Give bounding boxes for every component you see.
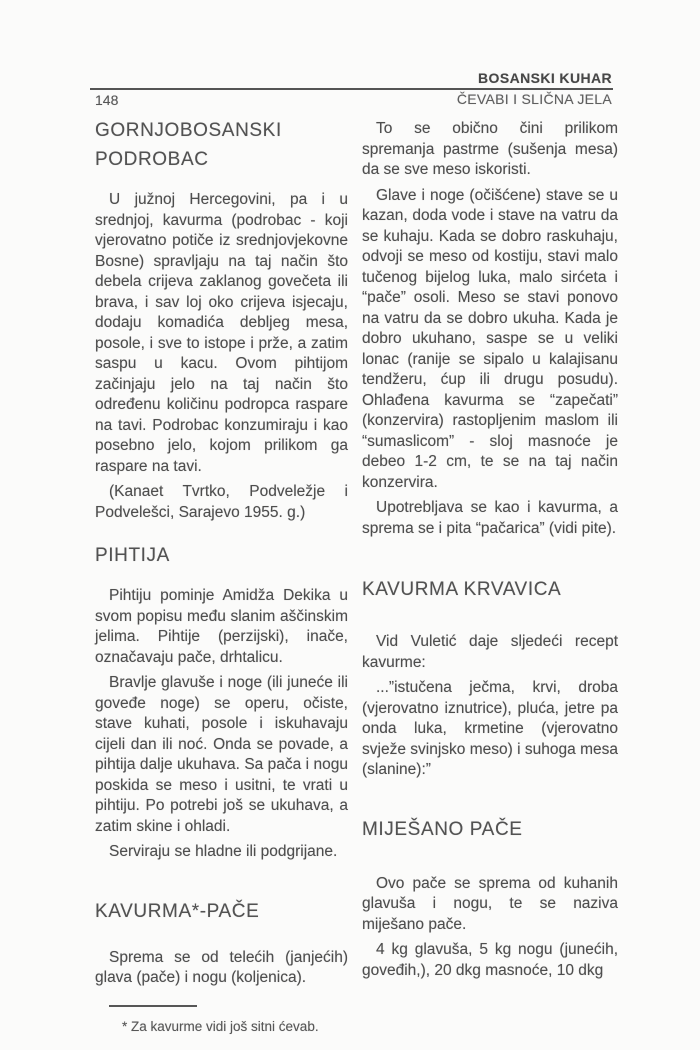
heading-gornjobosanski-podrobac: GORNJOBOSANSKI PODROBAC bbox=[95, 120, 282, 170]
heading-mijesano-pace: MIJEŠANO PAČE bbox=[362, 818, 523, 840]
heading-kavurma-pace: KAVURMA*-PAČE bbox=[95, 900, 260, 922]
paragraph-pihtija-recipe: Bravlje glavuše i noge (ili juneće ili goveđe noge) se operu, očiste, stave kuhati, posole i iskuhavaju cijeli dan ili noć. Onda se povade, a pihtija dalje ukuhava. Sa pača i nogu poskida se meso i usitni, te vrati u pihtiju. Po potrebi još se ukuhava, a zatim skine i ohladi. bbox=[95, 674, 348, 835]
footnote-rule bbox=[109, 1005, 197, 1007]
paragraph-pihtija-intro: Pihtiju pominje Amidža Dekika u svom popisu među slanim aščinskim jelima. Pihtije (perzijski), inače, označavaju pače, drhtalicu. bbox=[95, 587, 348, 666]
book-title: BOSANSKI KUHAR bbox=[478, 70, 612, 86]
footnote-text: * Za kavurme vidi još sitni ćevab. bbox=[122, 1018, 319, 1034]
left-column bbox=[95, 114, 348, 1035]
heading-kavurma-krvavica: KAVURMA KRVAVICA bbox=[362, 579, 562, 600]
paragraph-podrobac-body: U južnoj Hercegovini, pa i u srednjoj, kavurma (podrobac - koji vjerovatno potiče iz srednjovjekovne Bosne) spravljaju na taj način što debela crijeva zaklanog govečeta ili brava, i sav loj oko crijeva isjecaju, dodaju komadića debljeg mesa, posole, i sve to istope i prže, a zatim saspu u kacu. Ovom pihtijom začinjaju jelo na taj način što određenu količinu podropca raspare na tavi. Podrobac konzumiraju i kao posebno jelo, kojom prilikom ga raspare na tavi. bbox=[95, 191, 348, 475]
paragraph-mijesano-ingredients: 4 kg glavuša, 5 kg nogu (junećih, goveđih,), 20 dkg masnoće, 10 dkg bbox=[362, 941, 618, 979]
header-rule bbox=[90, 88, 613, 90]
paragraph-glave-noge-recipe: Glave i noge (očišćene) stave se u kazan, doda vode i stave na vatru da se kuhaju. Kada se dobro raskuhaju, odvoji se meso od kostiju, stavi malo tučenog bijelog luka, malo sirćeta i “pače” osoli. Meso se stavi ponovo na vatru da se dobro ukuha. Kada je dobro ukuhano, saspe se u veliki lonac (ranije se sipalo u kalajisanu tendžeru, ćup ili drugu posudu). Ohlađena kavurma se “zapečati” (konzervira) rastopljenim maslom ili “sumaslicom” - sloj masnoće je debeo 1-2 cm, te se na taj način konzervira. bbox=[362, 186, 618, 491]
paragraph-kavurma-pace-intro: Sprema se od telećih (janjećih) glava (pače) i nogu (koljenica). bbox=[95, 948, 348, 986]
right-column bbox=[362, 114, 618, 981]
paragraph-mijesano-intro: Ovo pače se sprema od kuhanih glavuša i nogu, te se naziva miješano pače. bbox=[362, 874, 618, 933]
paragraph-podrobac-attribution: (Kanaet Tvrtko, Podveležje i Podvelešci, Sarajevo 1955. g.) bbox=[95, 483, 348, 521]
paragraph-pihtija-serving: Serviraju se hladne ili podgrijane. bbox=[109, 843, 338, 860]
paragraph-krvavica-quote: ...”istučena ječma, krvi, droba (vjerovatno iznutrice), pluća, jetre pa onda luka, krmetine (vjerovatno svježe svinjsko meso) i suhoga mesa (slanine):” bbox=[362, 679, 618, 778]
chapter-title: ČEVABI I SLIČNA JELA bbox=[456, 91, 612, 107]
paragraph-krvavica-intro: Vid Vuletić daje sljedeći recept kavurme: bbox=[362, 633, 618, 671]
paragraph-upotreba-note: Upotrebljava se kao i kavurma, a sprema se i pita “pačarica” (vidi pite). bbox=[362, 499, 618, 537]
paragraph-pastrma-note: To se obično čini prilikom spremanja pastrme (sušenja mesa) da se sve meso iskoristi. bbox=[362, 120, 618, 178]
heading-pihtija: PIHTIJA bbox=[95, 545, 170, 566]
page-number: 148 bbox=[95, 92, 119, 108]
